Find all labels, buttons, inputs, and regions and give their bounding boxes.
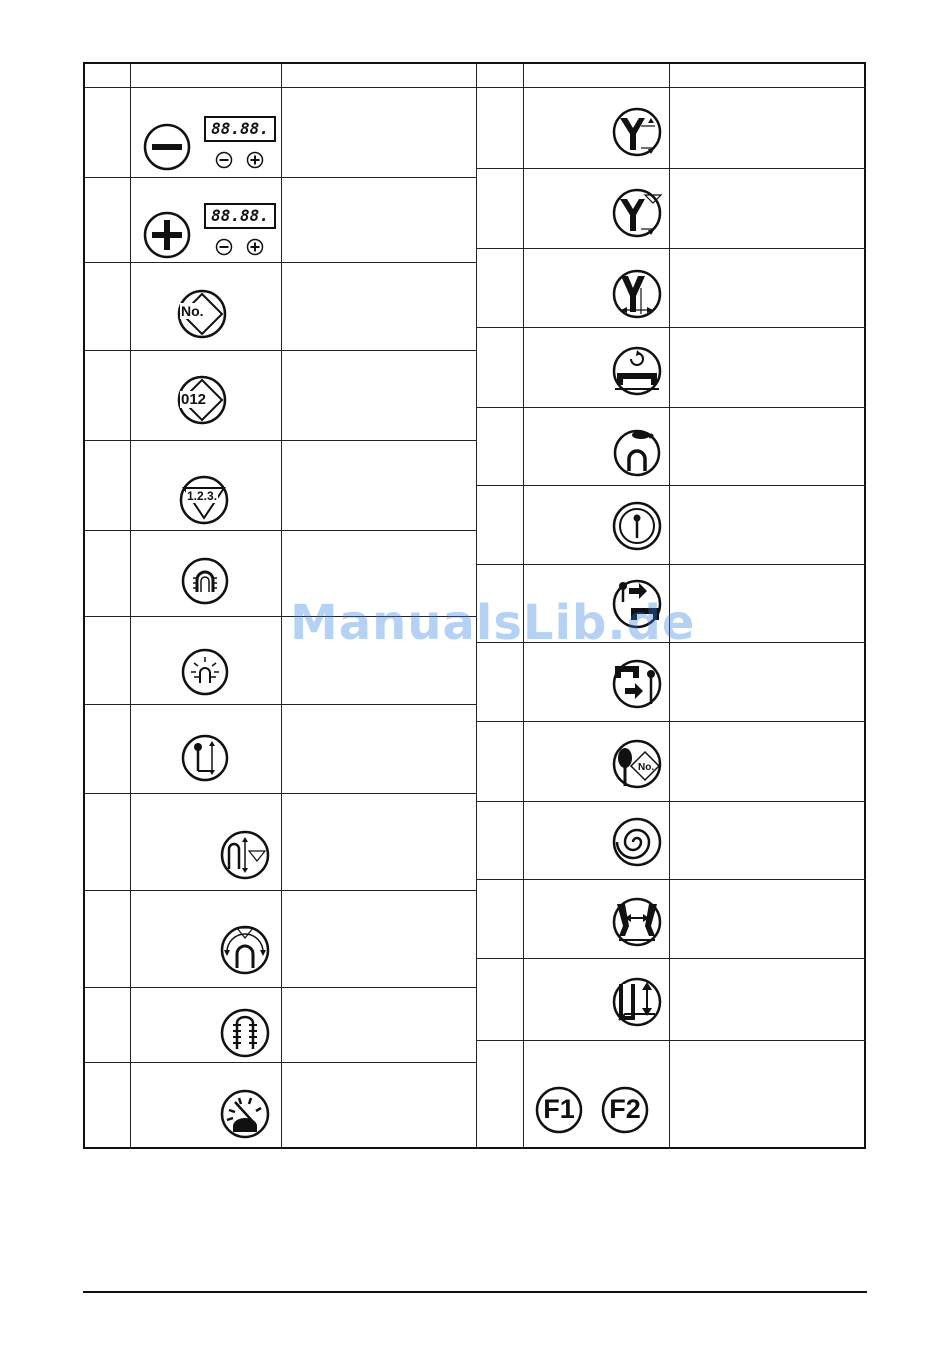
condensed-stitch-icon[interactable] — [219, 1007, 271, 1059]
step-number-label: 1.2.3. — [187, 489, 218, 503]
minus-small-icon — [215, 151, 233, 169]
machine-rotate-icon[interactable] — [611, 345, 663, 397]
plus-small-icon — [246, 151, 264, 169]
pattern-number-label: No. — [181, 303, 204, 319]
door-lift-icon[interactable] — [611, 976, 663, 1028]
bartack-light-on-icon[interactable] — [180, 556, 230, 606]
plus-small-icon — [246, 238, 264, 256]
foot-lift-up-icon[interactable] — [611, 106, 663, 158]
bartack-stitch-length-icon[interactable] — [219, 829, 271, 881]
clamp-open-icon[interactable] — [611, 896, 663, 948]
bartack-light-off-icon[interactable] — [180, 647, 230, 697]
f2-label: F2 — [609, 1094, 641, 1124]
f1-label: F1 — [543, 1094, 575, 1124]
minus-key-icon[interactable] — [142, 122, 192, 172]
svg-text:No.: No. — [638, 762, 655, 773]
foot-lift-count-icon[interactable] — [611, 187, 663, 239]
needle-stop-icon[interactable] — [611, 500, 663, 552]
watermark: ManualsLib.de — [290, 595, 696, 651]
lcd-display-2: 88.88. — [204, 203, 276, 229]
needle-pattern-no-icon[interactable] — [611, 738, 663, 790]
foot-width-icon[interactable] — [611, 268, 663, 320]
plus-key-icon[interactable] — [142, 210, 192, 260]
bartack-count-icon[interactable] — [219, 924, 271, 976]
slow-start-icon[interactable] — [611, 425, 663, 477]
cycle-program-label: 012 — [181, 391, 207, 408]
machine-to-needle-icon[interactable] — [611, 658, 663, 710]
minus-small-icon — [215, 238, 233, 256]
lcd-display: 88.88. — [204, 116, 276, 142]
footer-rule — [83, 1291, 867, 1293]
spiral-icon[interactable] — [611, 816, 663, 868]
needle-position-icon[interactable] — [180, 733, 230, 783]
stitch-counter-icon[interactable] — [219, 1088, 271, 1140]
